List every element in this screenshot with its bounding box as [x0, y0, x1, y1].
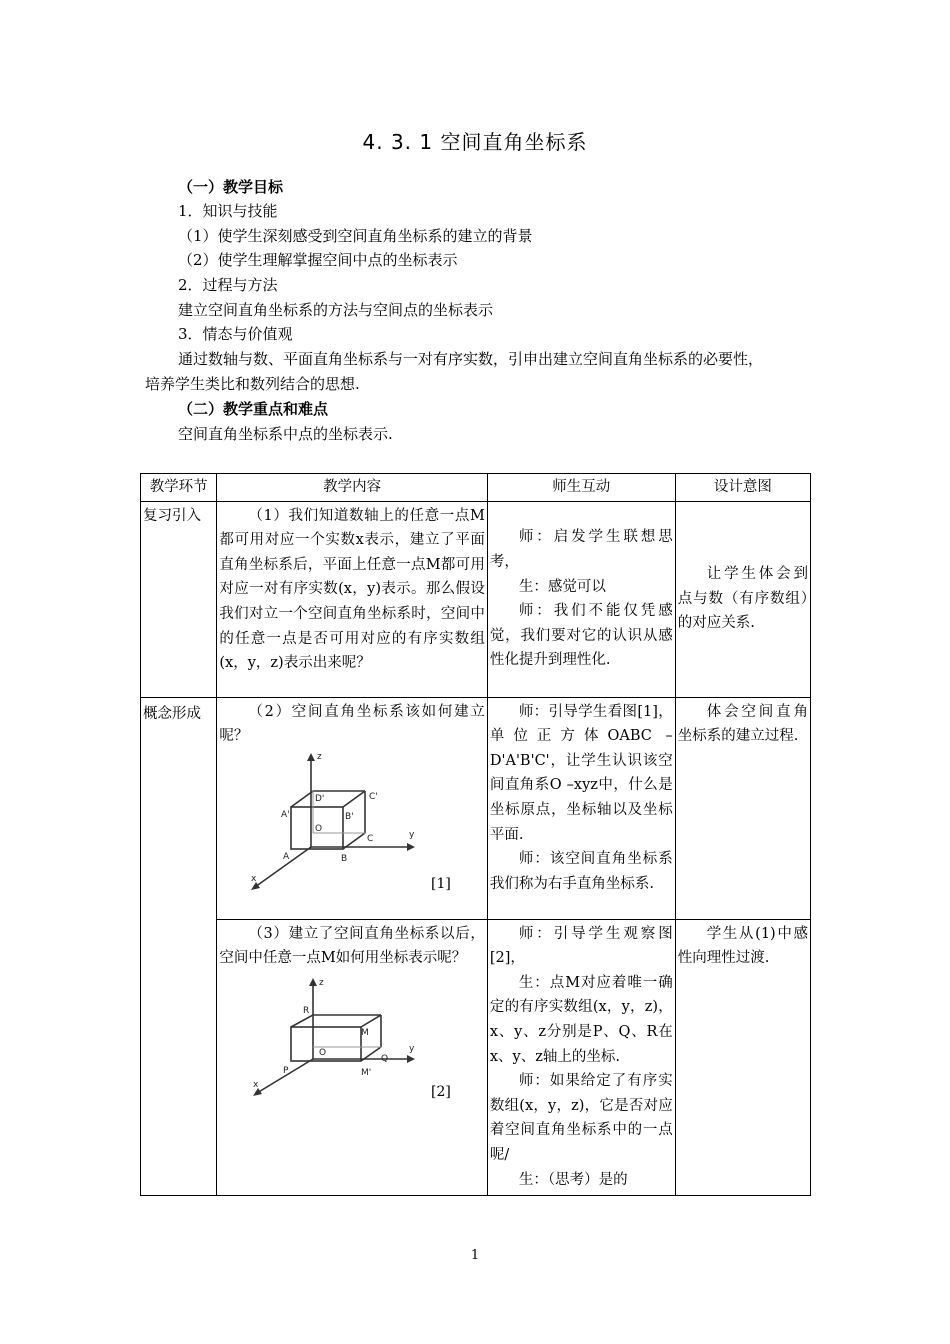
- fig-label: B': [345, 811, 355, 822]
- table-row: [141, 501, 811, 697]
- goal-values-text-2: 培养学生类比和数列结合的思想.: [145, 375, 360, 393]
- fig-label: O: [315, 823, 323, 834]
- intent-text: 让学生体会到点与数（有序数组）的对应关系.: [677, 566, 808, 632]
- fig-label: D': [315, 793, 325, 804]
- stage-cell: 概念形成: [141, 697, 217, 1195]
- cube-diagram: [249, 749, 429, 899]
- table-row: [141, 697, 811, 919]
- table-row: [141, 919, 811, 1195]
- fig-label: z: [317, 751, 323, 762]
- figure-label: [2]: [431, 1084, 451, 1101]
- header-intent: 设计意图: [675, 474, 810, 502]
- point-diagram: [249, 977, 429, 1107]
- figure-unit-cube: [219, 749, 484, 899]
- fig-label: C: [367, 833, 374, 844]
- interaction-text: 师：启发学生联想思考，: [489, 529, 673, 570]
- goal-process-text: 建立空间直角坐标系的方法与空间点的坐标表示: [178, 301, 494, 319]
- fig-label: C': [369, 791, 379, 802]
- header-content: 教学内容: [217, 474, 487, 502]
- page-title: 4. 3. 1 空间直角坐标系: [362, 130, 588, 154]
- interaction-text: 师：引导学生观察图[2]，: [489, 925, 673, 967]
- goal-knowledge-2: （2）使学生理解掌握空间中点的坐标表示: [178, 251, 458, 269]
- fig-label: A': [281, 809, 291, 820]
- intent-cell: [675, 697, 810, 919]
- fig-label: z: [319, 977, 325, 988]
- intent-text: 学生从(1)中感性向理性过渡.: [677, 925, 808, 967]
- header-stage: 教学环节: [141, 474, 217, 502]
- goal-knowledge-1: （1）使学生深刻感受到空间直角坐标系的建立的背景: [178, 227, 533, 245]
- interaction-cell: [487, 501, 675, 697]
- intent-text: 体会空间直角坐标系的建立过程.: [677, 703, 808, 745]
- fig-label: M: [361, 1027, 370, 1038]
- table-header-row: [141, 474, 811, 502]
- interaction-text: 生：（思考）是的: [518, 1171, 628, 1188]
- content-cell: [217, 919, 487, 1195]
- fig-label: O: [319, 1047, 327, 1058]
- interaction-text: 师：该空间直角坐标系我们称为右手直角坐标系.: [489, 851, 673, 892]
- section-heading-goals: （一）教学目标: [178, 178, 284, 196]
- stage-cell: 复习引入: [141, 501, 217, 697]
- intent-cell: [675, 919, 810, 1195]
- lesson-table: [140, 473, 811, 1196]
- fig-label: y: [409, 1043, 415, 1054]
- interaction-cell: [487, 919, 675, 1195]
- fig-label: A: [283, 851, 290, 862]
- intent-cell: [675, 501, 810, 697]
- keypoints-text: 空间直角坐标系中点的坐标表示.: [178, 425, 393, 443]
- content-text: （2）空间直角坐标系该如何建立呢？: [219, 703, 485, 745]
- interaction-text: 师：引导学生看图[1]，单位正方体OABC – D'A'B'C'，让学生认识该空间直角系O –xyz中，什么是坐标原点，坐标轴以及坐标平面.: [489, 703, 673, 843]
- figure-label: [1]: [431, 876, 451, 893]
- content-text: （1）我们知道数轴上的任意一点M都可用对应一个实数x表示，建立了平面直角坐标系后，平面上任意一点M都可用对应一对有序实数(x，y)表示。那么假设我们对立一个空间直角坐标系时，空间中的任意一点是否可用对应的有序实数组(x，y，z)表示出来呢？: [219, 507, 485, 672]
- fig-label: P: [283, 1065, 289, 1076]
- fig-label: Q: [381, 1053, 389, 1064]
- page-number: 1: [470, 1248, 480, 1263]
- interaction-text: 师：我们不能仅凭感觉，我们要对它的认识从感性化提升到理性化.: [489, 603, 673, 669]
- interaction-text: 师：如果给定了有序实数组(x，y，z)，它是否对应着空间直角坐标系中的一点呢/: [489, 1073, 673, 1163]
- goal-values-text-1: 通过数轴与数、平面直角坐标系与一对有序实数，引申出建立空间直角坐标系的必要性，: [178, 350, 764, 368]
- interaction-text: 生：感觉可以: [518, 578, 606, 595]
- interaction-cell: [487, 697, 675, 919]
- goal-values: 3．情态与价值观: [178, 325, 293, 343]
- content-cell: [217, 697, 487, 919]
- goal-knowledge: 1．知识与技能: [178, 202, 278, 220]
- fig-label: x: [253, 1079, 259, 1090]
- fig-label: B: [341, 853, 348, 864]
- content-text: （3）建立了空间直角坐标系以后，空间中任意一点M如何用坐标表示呢？: [219, 925, 485, 967]
- goal-process: 2．过程与方法: [178, 276, 278, 294]
- interaction-text: 生：点M对应着唯一确定的有序实数组(x，y，z)，x、y、z分别是P、Q、R在x、y、z轴上的坐标.: [489, 974, 673, 1065]
- fig-label: M': [361, 1067, 372, 1078]
- content-cell: [217, 501, 487, 697]
- header-interaction: 师生互动: [487, 474, 675, 502]
- figure-point-m: [219, 977, 484, 1107]
- fig-label: R: [303, 1005, 310, 1016]
- fig-label: x: [251, 873, 257, 884]
- section-heading-keypoints: （二）教学重点和难点: [178, 400, 329, 418]
- fig-label: y: [409, 829, 415, 840]
